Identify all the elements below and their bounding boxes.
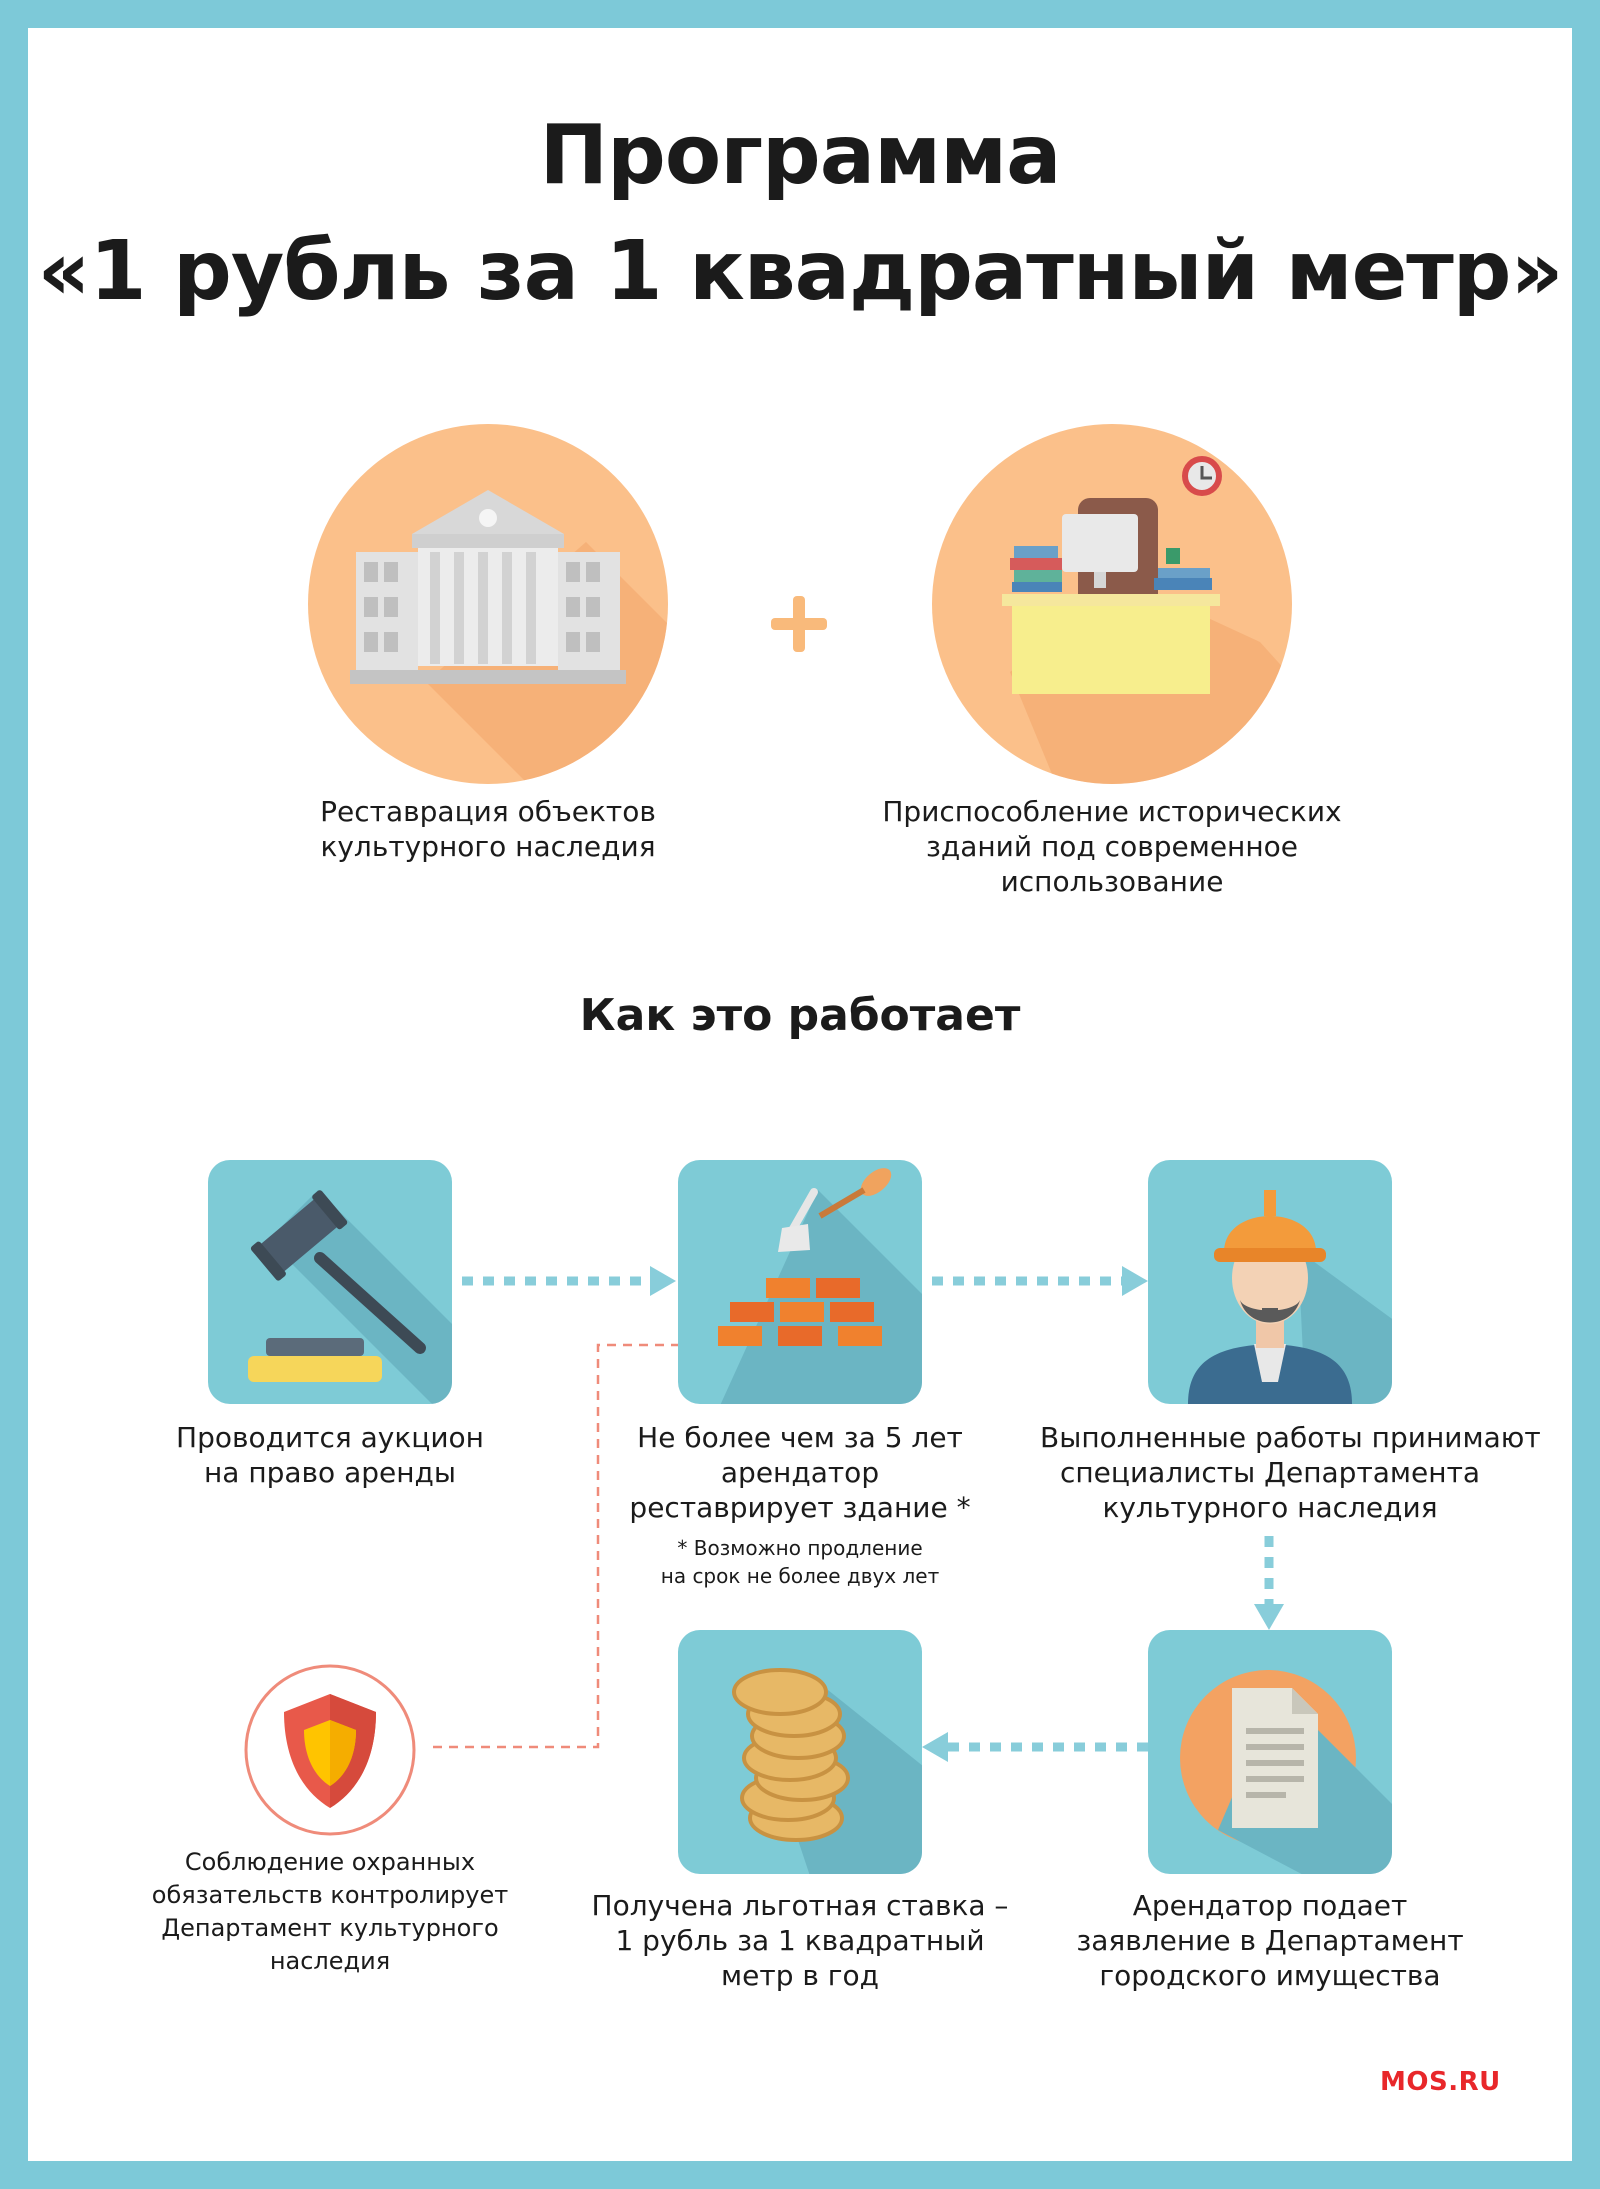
- caption-line: Департамент культурного: [161, 1914, 499, 1942]
- dotted-arrow-left: [922, 1732, 1148, 1762]
- step-5-caption: [580, 1888, 1020, 1993]
- step-3-caption: [1040, 1420, 1541, 1525]
- caption-line: Выполненные работы принимают: [1040, 1421, 1541, 1454]
- caption-line: культурного наследия: [320, 830, 656, 863]
- caption-line: арендатор: [720, 1456, 880, 1489]
- gavel-icon: [208, 1160, 452, 1404]
- caption-line: использование: [1000, 865, 1224, 898]
- step-4-tile: [1148, 1630, 1392, 1874]
- caption-line: обязательств контролирует: [151, 1881, 509, 1909]
- caption-line: Приспособление исторических: [882, 795, 1342, 828]
- mos-ru-logo[interactable]: MOS.RU: [1380, 2067, 1501, 2097]
- builder-icon: [1148, 1160, 1392, 1404]
- caption-line: Арендатор подает: [1132, 1889, 1408, 1922]
- footnote-line: на срок не более двух лет: [660, 1564, 940, 1588]
- coins-icon: [678, 1630, 922, 1874]
- caption-line: Не более чем за 5 лет: [637, 1421, 963, 1454]
- caption-line: наследия: [269, 1947, 391, 1975]
- step-1-caption: [130, 1420, 530, 1490]
- caption-line: метр в год: [721, 1959, 879, 1992]
- step-5-tile: [678, 1630, 922, 1874]
- control-caption: [150, 1846, 510, 1978]
- caption-line: городского имущества: [1099, 1959, 1441, 1992]
- title-line-1: Программа: [539, 108, 1061, 203]
- caption-line: Получена льготная ставка –: [591, 1889, 1009, 1922]
- caption-line: на право аренды: [203, 1456, 457, 1489]
- step-3-tile: [1148, 1160, 1392, 1404]
- caption-line: Соблюдение охранных: [184, 1848, 476, 1876]
- step-2-footnote: [600, 1534, 1000, 1590]
- caption-line: культурного наследия: [1102, 1491, 1438, 1524]
- step-2-caption: [580, 1420, 1020, 1525]
- caption-line: зданий под современное: [925, 830, 1299, 863]
- caption-line: Проводится аукцион: [176, 1421, 484, 1454]
- caption-line: 1 рубль за 1 квадратный: [615, 1924, 985, 1957]
- document-icon: [1148, 1630, 1392, 1874]
- bricks-trowel-icon: [678, 1160, 922, 1404]
- dotted-arrow-1: [462, 1266, 676, 1296]
- dotted-arrow-2: [932, 1266, 1148, 1296]
- shield-icon: [240, 1660, 420, 1840]
- footnote-line: * Возможно продление: [677, 1536, 923, 1560]
- step-2-tile: [678, 1160, 922, 1404]
- step-1-tile: [208, 1160, 452, 1404]
- caption-line: реставрирует здание *: [629, 1491, 971, 1524]
- caption-line: Реставрация объектов: [320, 795, 656, 828]
- title-line-2: «1 рубль за 1 квадратный метр»: [37, 224, 1563, 319]
- caption-line: специалисты Департамента: [1059, 1456, 1481, 1489]
- section-heading: Как это работает: [579, 990, 1021, 1041]
- dotted-arrow-down: [1254, 1536, 1284, 1630]
- step-4-caption: [1050, 1888, 1490, 1993]
- caption-line: заявление в Департамент: [1076, 1924, 1464, 1957]
